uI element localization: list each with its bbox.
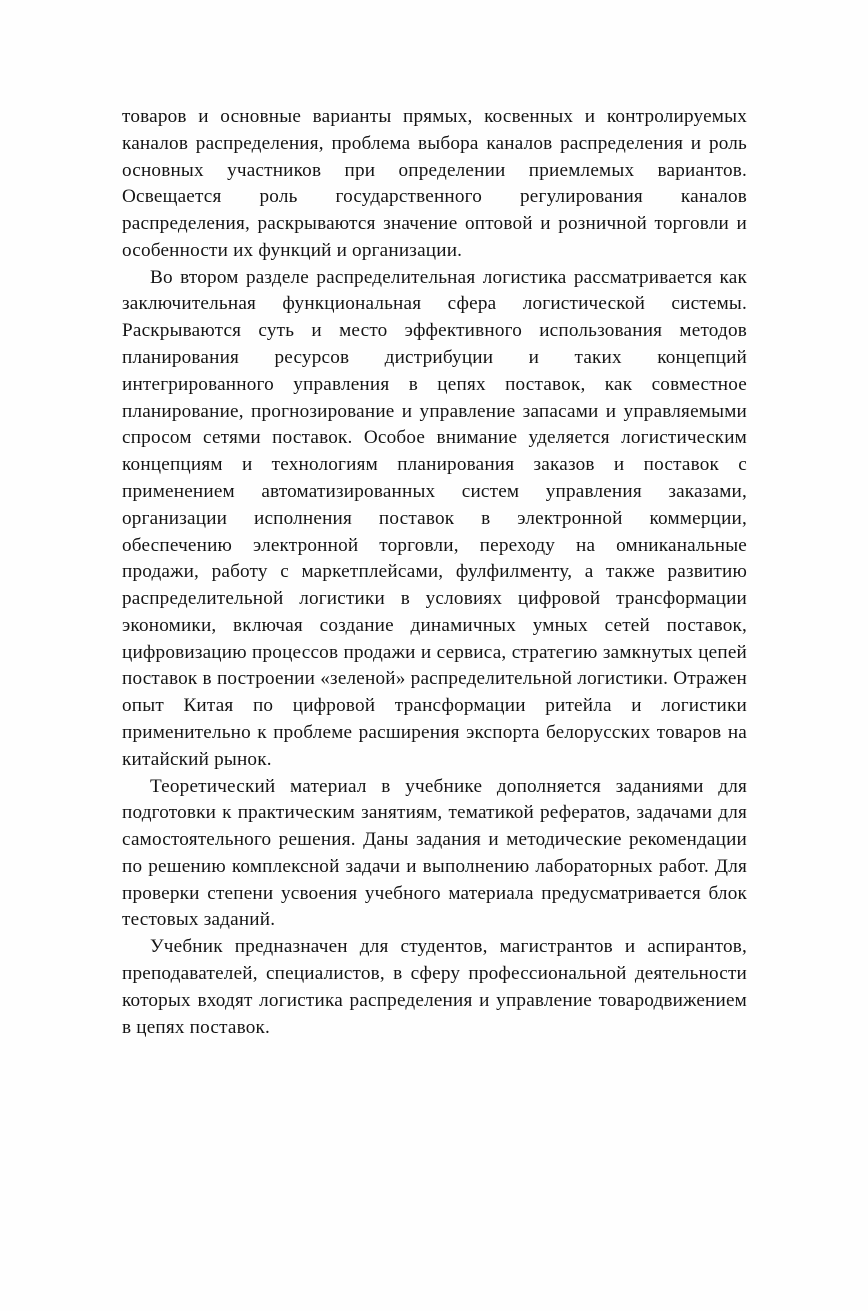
paragraph-1: товаров и основные варианты прямых, косвенных и контролируемых каналов распределения, проблема выбора каналов распределения и роль основных участников при определении приемлемых вариантов. Освещается роль государственного регулирования каналов распределения, раскрываются значение оптовой и розничной торговли и особенности их функций и организации. [122,106,747,261]
paragraph-3: Теоретический материал в учебнике дополняется заданиями для подготовки к практическим занятиям, тематикой рефератов, задачами для самостоятельного решения. Даны задания и методические рекомендации по решению комплексной задачи и выполнению лабораторных работ. Для проверки степени усвоения учебного материала предусматривается блок тестовых заданий. [122,775,747,931]
paragraph-2: Во втором разделе распределительная логистика рассматривается как заключительная функциональная сфера логистической системы. Раскрываются суть и место эффективного использования методов планирования ресурсов дистрибуции и таких концепций интегрированного управления в цепях поставок, как совместное планирование, прогнозирование и управление запасами и управляемыми спросом сетями поставок. Особое внимание уделяется логистическим концепциям и технологиям планирования заказов и поставок с применением автоматизированных систем управления заказами, организации исполнения поставок в электронной коммерции, обеспечению электронной торговли, переходу на омниканальные продажи, работу с маркетплейсами, фулфилменту, а также развитию распределительной логистики в условиях цифровой трансформации экономики, включая создание динамичных умных сетей поставок, цифровизацию процессов продажи и сервиса, стратегию замкнутых цепей поставок в построении «зеленой» распределительной логистики. Отражен опыт Китая по цифровой трансформации ритейла и логистики применительно к проблеме расширения экспорта белорусских товаров на китайский рынок. [122,266,747,770]
paragraph-4: Учебник предназначен для студентов, магистрантов и аспирантов, преподавателей, специалистов, в сферу профессиональной деятельности которых входят логистика распределения и управление товародвижением в цепях поставок. [122,936,747,1038]
body-text-column [122,104,747,1041]
